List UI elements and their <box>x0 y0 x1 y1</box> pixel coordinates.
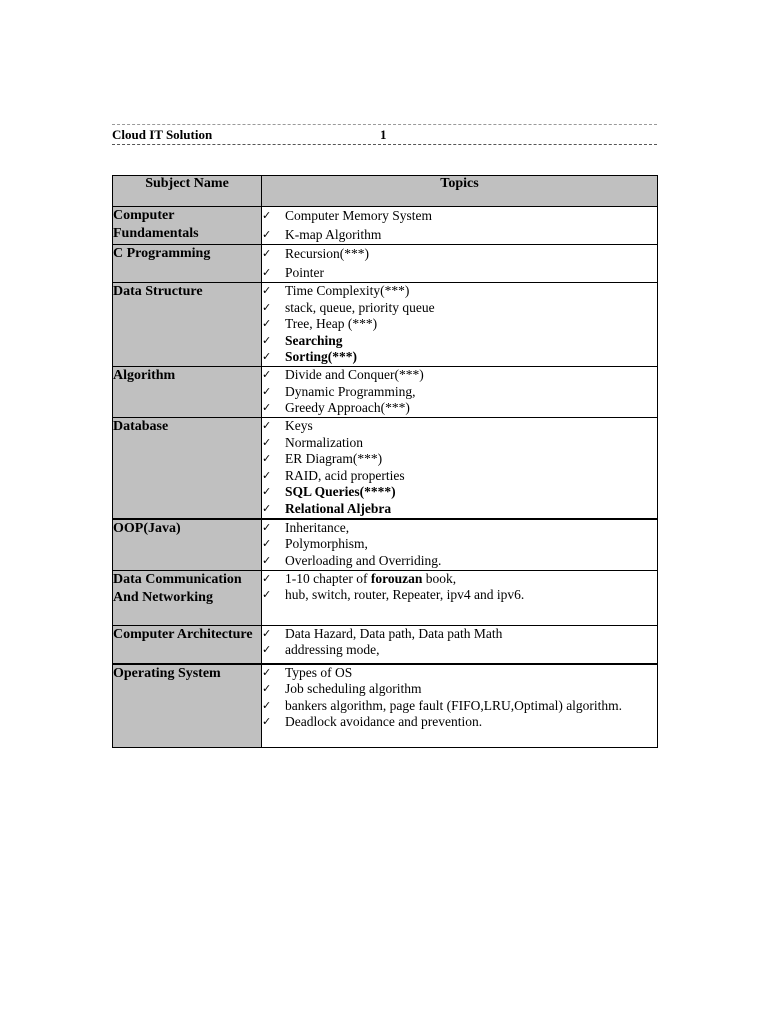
checkmark-icon: ✓ <box>262 537 272 551</box>
company-name: Cloud IT Solution <box>112 127 213 142</box>
topic-text: RAID, acid properties <box>285 467 405 483</box>
subject-name: Computer Fundamentals <box>113 207 262 245</box>
topic-item <box>262 698 657 715</box>
topic-item <box>262 468 657 485</box>
topic-text: ER Diagram(***) <box>285 451 383 467</box>
topic-list <box>262 283 657 366</box>
table-row <box>113 664 658 748</box>
checkmark-icon: ✓ <box>262 284 272 297</box>
topic-item <box>262 349 657 366</box>
topics-cell <box>262 418 658 519</box>
topic-text: Relational Aljebra <box>285 500 392 516</box>
topic-item <box>262 367 657 384</box>
topics-cell <box>262 245 658 283</box>
topic-item <box>262 316 657 333</box>
subject-name: Algorithm <box>113 367 262 418</box>
table-row <box>113 207 658 245</box>
topic-list <box>262 520 657 570</box>
checkmark-icon: ✓ <box>262 401 272 415</box>
topic-item <box>262 435 657 452</box>
topic-item <box>262 520 657 537</box>
topic-item <box>262 484 657 501</box>
topic-text: Pointer <box>285 264 324 280</box>
topic-list <box>262 245 657 282</box>
topic-text: Computer Memory System <box>285 208 432 223</box>
checkmark-icon: ✓ <box>262 665 272 679</box>
checkmark-icon: ✓ <box>262 333 272 347</box>
book-author: forouzan <box>370 570 423 586</box>
checkmark-icon: ✓ <box>262 419 272 432</box>
topic-text: addressing mode, <box>285 642 380 658</box>
topic-text: Data Hazard, Data path, Data path Math <box>285 625 503 641</box>
topics-cell <box>262 283 658 367</box>
topic-text: stack, queue, priority queue <box>285 299 435 315</box>
topic-list <box>262 665 657 731</box>
checkmark-icon: ✓ <box>262 682 272 696</box>
checkmark-icon: ✓ <box>262 468 272 482</box>
topic-item <box>262 681 657 698</box>
subject-name: Computer Architecture <box>113 625 262 664</box>
table-row <box>113 283 658 367</box>
checkmark-icon: ✓ <box>262 384 272 398</box>
topic-item <box>262 451 657 468</box>
topic-list <box>262 418 657 518</box>
topic-item <box>262 536 657 553</box>
topic-item <box>262 384 657 401</box>
topic-text: Job scheduling algorithm <box>285 681 422 697</box>
checkmark-icon: ✓ <box>262 300 272 314</box>
topics-cell <box>262 207 658 245</box>
subject-name: C Programming <box>113 245 262 283</box>
checkmark-icon: ✓ <box>262 485 272 499</box>
checkmark-icon: ✓ <box>262 368 272 381</box>
checkmark-icon: ✓ <box>262 265 272 279</box>
topics-cell <box>262 367 658 418</box>
topic-text: Types of OS <box>285 664 353 680</box>
topics-cell <box>262 664 658 748</box>
topic-text: Time Complexity(***) <box>285 283 410 298</box>
subject-name: Database <box>113 418 262 519</box>
topic-item <box>262 501 657 518</box>
topic-item <box>262 207 657 226</box>
topic-text: Greedy Approach(***) <box>285 400 410 416</box>
topic-text-prefix: 1-10 chapter of <box>285 570 371 586</box>
topic-text: Normalization <box>285 434 363 450</box>
checkmark-icon: ✓ <box>262 350 272 364</box>
topic-item <box>262 642 657 659</box>
topic-item <box>262 283 657 300</box>
topic-text: Polymorphism, <box>285 536 368 552</box>
page-number: 1 <box>380 127 387 142</box>
column-header-topics: Topics <box>262 176 658 207</box>
table-row <box>113 519 658 571</box>
topic-text: bankers algorithm, page fault (FIFO,LRU,Optimal) algorithm. <box>285 697 623 713</box>
column-header-subject: Subject Name <box>113 176 262 207</box>
topic-text: Deadlock avoidance and prevention. <box>285 714 483 730</box>
checkmark-icon: ✓ <box>262 698 272 712</box>
table-header-row <box>113 176 658 207</box>
topic-text: Tree, Heap (***) <box>285 316 378 332</box>
topic-item <box>262 626 657 643</box>
topic-text: Dynamic Programming, <box>285 383 416 399</box>
topics-cell <box>262 570 658 625</box>
topic-item <box>262 300 657 317</box>
topic-item <box>262 714 657 731</box>
checkmark-icon: ✓ <box>262 227 272 241</box>
topic-text: K-map Algorithm <box>285 226 382 242</box>
checkmark-icon: ✓ <box>262 317 272 331</box>
checkmark-icon: ✓ <box>262 520 272 534</box>
checkmark-icon: ✓ <box>262 501 272 515</box>
subject-name: OOP(Java) <box>113 519 262 571</box>
subject-name: Data Communication And Networking <box>113 570 262 625</box>
topic-item <box>262 264 657 283</box>
topic-item <box>262 587 657 604</box>
table-row <box>113 625 658 664</box>
topic-list <box>262 571 657 604</box>
topic-item <box>262 553 657 570</box>
table-row <box>113 245 658 283</box>
checkmark-icon: ✓ <box>262 626 272 640</box>
topic-list <box>262 207 657 244</box>
checkmark-icon: ✓ <box>262 452 272 466</box>
topic-item <box>262 226 657 245</box>
checkmark-icon: ✓ <box>262 643 272 657</box>
syllabus-table <box>112 175 658 748</box>
table-row <box>113 367 658 418</box>
subject-name: Data Structure <box>113 283 262 367</box>
topic-text: Overloading and Overriding. <box>285 552 442 568</box>
table-row <box>113 570 658 625</box>
topic-list <box>262 626 657 659</box>
page-header <box>112 124 657 145</box>
topic-text: Inheritance, <box>285 519 350 535</box>
checkmark-icon: ✓ <box>262 209 272 222</box>
topic-text: Recursion(***) <box>285 246 369 261</box>
topic-text: Searching <box>285 332 343 348</box>
topic-item <box>262 245 657 264</box>
checkmark-icon: ✓ <box>262 588 272 602</box>
topic-text: SQL Queries(****) <box>285 484 396 500</box>
checkmark-icon: ✓ <box>262 715 272 729</box>
topic-text: Sorting(***) <box>285 349 357 365</box>
topic-text: hub, switch, router, Repeater, ipv4 and ipv6. <box>285 587 525 603</box>
topic-text: Divide and Conquer(***) <box>285 367 424 382</box>
topic-item <box>262 571 657 588</box>
topics-cell <box>262 625 658 664</box>
topic-item <box>262 418 657 435</box>
checkmark-icon: ✓ <box>262 247 272 260</box>
topic-item <box>262 665 657 682</box>
topic-text: Keys <box>285 418 313 433</box>
checkmark-icon: ✓ <box>262 435 272 449</box>
table-row <box>113 418 658 519</box>
topic-list <box>262 367 657 417</box>
checkmark-icon: ✓ <box>262 553 272 567</box>
checkmark-icon: ✓ <box>262 571 272 585</box>
topics-cell <box>262 519 658 571</box>
subject-name: Operating System <box>113 664 262 748</box>
topic-item <box>262 400 657 417</box>
topic-item <box>262 333 657 350</box>
topic-text-suffix: book, <box>422 570 457 586</box>
